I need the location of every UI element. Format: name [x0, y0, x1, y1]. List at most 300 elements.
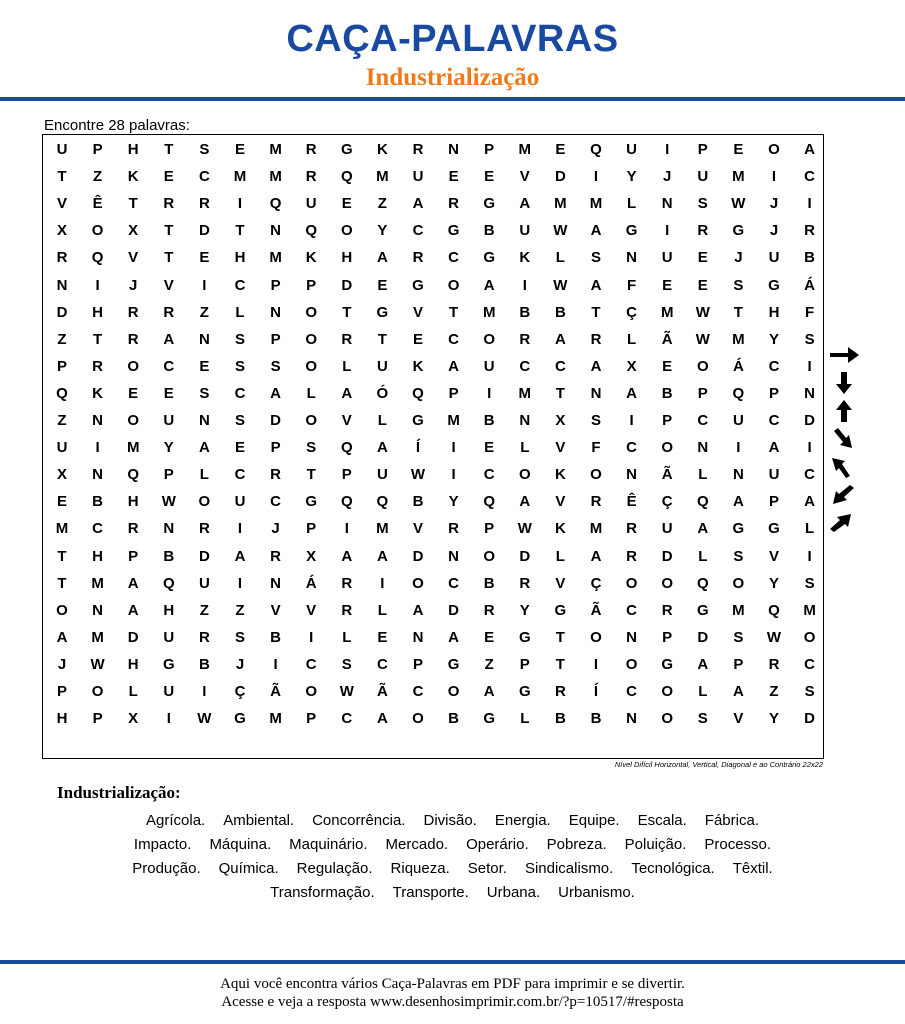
grid-cell[interactable]: O [518, 466, 531, 484]
grid-cell[interactable]: S [804, 574, 815, 592]
grid-cell[interactable]: O [412, 710, 424, 728]
grid-cell[interactable]: S [270, 357, 281, 375]
grid-cell[interactable]: M [269, 168, 282, 186]
grid-cell[interactable]: U [376, 466, 388, 484]
grid-cell[interactable]: P [697, 384, 708, 402]
grid-cell[interactable]: N [590, 384, 602, 402]
grid-cell[interactable]: D [448, 601, 460, 619]
grid-cell[interactable]: R [661, 601, 673, 619]
grid-cell[interactable]: I [451, 466, 456, 484]
grid-cell[interactable]: C [92, 520, 104, 538]
grid-cell[interactable]: S [590, 249, 601, 267]
grid-cell[interactable]: L [627, 195, 637, 213]
grid-cell[interactable]: P [306, 276, 317, 294]
grid-cell[interactable]: R [198, 195, 210, 213]
grid-cell[interactable]: C [234, 384, 246, 402]
grid-cell[interactable]: H [127, 655, 139, 673]
grid-cell[interactable]: T [591, 303, 601, 321]
grid-cell[interactable]: P [768, 493, 779, 511]
grid-cell[interactable]: D [412, 547, 424, 565]
grid-cell[interactable]: J [235, 655, 245, 673]
grid-cell[interactable]: R [163, 195, 175, 213]
grid-cell[interactable]: A [448, 628, 460, 646]
grid-cell[interactable]: P [163, 466, 174, 484]
grid-cell[interactable]: C [519, 357, 531, 375]
grid-cell[interactable]: O [305, 412, 318, 429]
grid-cell[interactable]: C [768, 357, 780, 375]
grid-cell[interactable]: I [593, 655, 599, 673]
grid-cell[interactable]: N [626, 710, 638, 728]
grid-cell[interactable]: L [199, 466, 209, 484]
grid-cell[interactable]: T [377, 330, 387, 348]
grid-cell[interactable]: K [554, 520, 566, 538]
grid-cell[interactable]: B [804, 249, 816, 267]
grid-cell[interactable]: P [56, 357, 67, 375]
grid-cell[interactable]: V [555, 574, 566, 592]
grid-cell[interactable]: E [448, 168, 459, 186]
grid-cell[interactable]: Q [376, 493, 389, 511]
grid-cell[interactable]: P [92, 141, 103, 158]
grid-cell[interactable]: G [376, 303, 389, 321]
grid-cell[interactable]: S [697, 195, 708, 213]
grid-cell[interactable]: C [697, 412, 709, 429]
grid-cell[interactable]: O [625, 574, 638, 592]
grid-cell[interactable]: M [91, 574, 104, 592]
grid-cell[interactable]: U [661, 249, 673, 267]
grid-cell[interactable]: W [766, 628, 782, 646]
grid-cell[interactable]: Ó [376, 384, 389, 402]
grid-cell[interactable]: O [412, 574, 424, 592]
grid-cell[interactable]: F [627, 276, 637, 294]
grid-cell[interactable]: Y [163, 439, 174, 457]
grid-cell[interactable]: E [555, 141, 566, 158]
grid-cell[interactable]: V [768, 547, 779, 565]
grid-cell[interactable]: V [519, 168, 530, 186]
grid-cell[interactable]: T [164, 222, 174, 240]
grid-cell[interactable]: E [697, 276, 708, 294]
grid-cell[interactable]: R [305, 141, 317, 158]
grid-cell[interactable]: C [554, 357, 566, 375]
grid-cell[interactable]: M [482, 303, 496, 321]
grid-cell[interactable]: I [344, 520, 349, 538]
grid-cell[interactable]: I [237, 520, 243, 538]
grid-cell[interactable]: C [305, 655, 317, 673]
grid-cell[interactable]: N [56, 276, 68, 294]
grid-cell[interactable]: G [625, 222, 638, 240]
grid-cell[interactable]: H [768, 303, 780, 321]
grid-cell[interactable]: G [696, 601, 709, 619]
grid-cell[interactable]: C [198, 168, 210, 186]
grid-cell[interactable]: U [163, 412, 175, 429]
grid-cell[interactable]: K [92, 384, 104, 402]
grid-cell[interactable]: E [163, 384, 174, 402]
grid-cell[interactable]: Q [768, 601, 780, 619]
grid-cell[interactable]: Ê [92, 195, 103, 213]
grid-cell[interactable]: C [626, 439, 638, 457]
grid-cell[interactable]: P [484, 141, 495, 158]
grid-cell[interactable]: O [768, 141, 780, 158]
grid-cell[interactable]: G [412, 412, 424, 429]
grid-cell[interactable]: I [522, 276, 527, 294]
grid-cell[interactable]: C [412, 222, 424, 240]
grid-cell[interactable]: C [626, 601, 638, 619]
grid-cell[interactable]: G [412, 276, 424, 294]
grid-cell[interactable]: N [626, 628, 638, 646]
grid-cell[interactable]: S [733, 628, 744, 646]
grid-cell[interactable]: L [627, 330, 637, 348]
grid-cell[interactable]: Á [305, 574, 317, 592]
grid-cell[interactable]: L [698, 683, 708, 700]
grid-cell[interactable]: B [92, 493, 104, 511]
grid-cell[interactable]: O [91, 222, 104, 240]
grid-cell[interactable]: C [804, 168, 816, 186]
grid-cell[interactable]: A [590, 222, 602, 240]
grid-cell[interactable]: U [697, 168, 709, 186]
grid-cell[interactable]: E [662, 276, 673, 294]
grid-cell[interactable]: A [198, 439, 210, 457]
grid-cell[interactable]: R [697, 222, 709, 240]
grid-cell[interactable]: C [234, 276, 246, 294]
grid-cell[interactable]: T [93, 330, 103, 348]
grid-cell[interactable]: O [305, 303, 318, 321]
grid-cell[interactable]: Z [484, 655, 494, 673]
grid-cell[interactable]: H [127, 141, 139, 158]
grid-cell[interactable]: O [340, 222, 353, 240]
grid-cell[interactable]: G [768, 276, 780, 294]
grid-cell[interactable]: Z [377, 195, 387, 213]
grid-cell[interactable]: W [553, 222, 568, 240]
grid-cell[interactable]: G [447, 655, 460, 673]
grid-cell[interactable]: R [768, 655, 780, 673]
grid-cell[interactable]: C [448, 330, 460, 348]
grid-cell[interactable]: P [733, 655, 744, 673]
grid-cell[interactable]: K [519, 249, 531, 267]
grid-cell[interactable]: L [342, 357, 352, 375]
grid-cell[interactable]: P [306, 520, 317, 538]
grid-cell[interactable]: V [56, 195, 67, 213]
grid-cell[interactable]: U [305, 195, 317, 213]
grid-cell[interactable]: W [553, 276, 568, 294]
grid-cell[interactable]: O [305, 357, 318, 375]
grid-cell[interactable]: J [57, 655, 67, 673]
grid-cell[interactable]: N [519, 412, 531, 429]
grid-cell[interactable]: P [412, 655, 423, 673]
grid-cell[interactable]: X [555, 412, 566, 429]
grid-cell[interactable]: W [161, 493, 176, 511]
grid-cell[interactable]: L [520, 710, 530, 728]
grid-cell[interactable]: D [127, 628, 139, 646]
grid-cell[interactable]: D [341, 276, 353, 294]
grid-cell[interactable]: M [518, 141, 532, 158]
grid-cell[interactable]: G [661, 655, 674, 673]
grid-cell[interactable]: Ç [234, 683, 246, 700]
grid-cell[interactable]: B [590, 710, 602, 728]
grid-cell[interactable]: P [92, 710, 103, 728]
grid-cell[interactable]: T [342, 303, 352, 321]
grid-cell[interactable]: E [377, 628, 388, 646]
grid-cell[interactable]: S [804, 330, 815, 348]
grid-cell[interactable]: N [270, 303, 282, 321]
grid-cell[interactable]: P [306, 710, 317, 728]
grid-cell[interactable]: G [305, 493, 318, 511]
grid-cell[interactable]: T [306, 466, 316, 484]
grid-cell[interactable]: O [305, 683, 318, 700]
grid-cell[interactable]: C [341, 710, 353, 728]
grid-cell[interactable]: B [554, 710, 566, 728]
grid-cell[interactable]: E [234, 439, 245, 457]
grid-cell[interactable]: Í [593, 683, 599, 700]
grid-cell[interactable]: A [732, 493, 744, 511]
grid-cell[interactable]: L [698, 547, 708, 565]
grid-cell[interactable]: U [519, 222, 531, 240]
grid-cell[interactable]: C [234, 466, 246, 484]
grid-cell[interactable]: O [127, 412, 140, 429]
grid-cell[interactable]: M [589, 195, 603, 213]
grid-cell[interactable]: Y [448, 493, 459, 511]
grid-cell[interactable]: M [91, 628, 104, 646]
grid-cell[interactable]: L [805, 520, 815, 538]
grid-cell[interactable]: N [92, 466, 104, 484]
grid-cell[interactable]: E [199, 357, 210, 375]
grid-cell[interactable]: C [804, 466, 816, 484]
grid-cell[interactable]: O [661, 710, 674, 728]
grid-cell[interactable]: X [306, 547, 317, 565]
grid-cell[interactable]: N [92, 601, 104, 619]
grid-cell[interactable]: C [412, 683, 424, 700]
grid-cell[interactable]: T [57, 574, 67, 592]
grid-cell[interactable]: G [483, 710, 496, 728]
grid-cell[interactable]: G [518, 683, 531, 700]
grid-cell[interactable]: B [163, 547, 175, 565]
grid-cell[interactable]: D [697, 628, 709, 646]
grid-cell[interactable]: M [233, 168, 247, 186]
grid-cell[interactable]: C [448, 249, 460, 267]
grid-cell[interactable]: M [732, 168, 745, 186]
grid-cell[interactable]: W [197, 710, 212, 728]
grid-cell[interactable]: A [590, 547, 602, 565]
grid-cell[interactable]: B [519, 303, 531, 321]
grid-cell[interactable]: R [198, 628, 210, 646]
grid-cell[interactable]: M [518, 384, 532, 402]
grid-cell[interactable]: Á [804, 276, 816, 294]
grid-cell[interactable]: A [519, 493, 531, 511]
grid-cell[interactable]: H [56, 710, 68, 728]
grid-cell[interactable]: V [128, 249, 139, 267]
grid-cell[interactable]: R [127, 330, 139, 348]
grid-cell[interactable]: T [164, 249, 174, 267]
grid-cell[interactable]: V [733, 710, 744, 728]
grid-cell[interactable]: Q [696, 574, 709, 592]
grid-cell[interactable]: L [306, 384, 316, 402]
grid-cell[interactable]: U [163, 683, 175, 700]
grid-cell[interactable]: W [517, 520, 532, 538]
grid-cell[interactable]: N [697, 439, 709, 457]
grid-cell[interactable]: P [128, 547, 139, 565]
grid-cell[interactable]: F [805, 303, 815, 321]
grid-cell[interactable]: O [447, 276, 460, 294]
grid-cell[interactable]: A [341, 384, 353, 402]
grid-cell[interactable]: Z [199, 303, 209, 321]
grid-cell[interactable]: A [448, 357, 460, 375]
grid-cell[interactable]: I [807, 547, 812, 565]
grid-cell[interactable]: N [163, 520, 175, 538]
grid-cell[interactable]: P [484, 520, 495, 538]
grid-cell[interactable]: M [554, 195, 567, 213]
grid-cell[interactable]: Ç [590, 574, 602, 592]
grid-cell[interactable]: N [448, 141, 460, 158]
grid-cell[interactable]: M [803, 601, 816, 619]
grid-cell[interactable]: Q [162, 574, 175, 592]
grid-cell[interactable]: Q [127, 466, 140, 484]
grid-cell[interactable]: J [769, 222, 779, 240]
grid-cell[interactable]: Z [199, 601, 209, 619]
grid-cell[interactable]: S [306, 439, 317, 457]
grid-cell[interactable]: R [626, 547, 638, 565]
grid-cell[interactable]: I [771, 168, 777, 186]
grid-cell[interactable]: U [732, 412, 744, 429]
grid-cell[interactable]: Q [340, 168, 353, 186]
grid-cell[interactable]: D [270, 412, 282, 429]
grid-cell[interactable]: N [92, 412, 104, 429]
grid-cell[interactable]: L [698, 466, 708, 484]
grid-cell[interactable]: Ã [661, 466, 673, 484]
grid-cell[interactable]: A [56, 628, 68, 646]
grid-cell[interactable]: B [198, 655, 210, 673]
grid-cell[interactable]: W [90, 655, 105, 673]
grid-cell[interactable]: R [305, 168, 317, 186]
grid-cell[interactable]: A [768, 439, 780, 457]
grid-cell[interactable]: A [376, 710, 388, 728]
grid-cell[interactable]: I [451, 439, 456, 457]
grid-cell[interactable]: L [377, 601, 387, 619]
grid-cell[interactable]: P [341, 466, 352, 484]
grid-cell[interactable]: R [92, 357, 104, 375]
grid-cell[interactable]: R [412, 249, 424, 267]
grid-cell[interactable]: A [270, 384, 282, 402]
grid-cell[interactable]: U [626, 141, 638, 158]
grid-cell[interactable]: E [163, 168, 174, 186]
grid-cell[interactable]: A [341, 547, 353, 565]
grid-cell[interactable]: O [447, 683, 460, 700]
grid-cell[interactable]: P [56, 683, 67, 700]
grid-cell[interactable]: Y [377, 222, 388, 240]
grid-cell[interactable]: W [695, 303, 710, 321]
grid-cell[interactable]: B [483, 412, 495, 429]
grid-cell[interactable]: T [164, 141, 174, 158]
grid-cell[interactable]: P [768, 384, 779, 402]
grid-cell[interactable]: I [736, 439, 741, 457]
grid-cell[interactable]: A [376, 547, 388, 565]
grid-cell[interactable]: V [341, 412, 352, 429]
grid-cell[interactable]: O [483, 330, 496, 348]
grid-cell[interactable]: X [56, 466, 67, 484]
grid-cell[interactable]: R [341, 330, 353, 348]
grid-cell[interactable]: E [341, 195, 352, 213]
grid-cell[interactable]: D [804, 710, 816, 728]
grid-cell[interactable]: I [237, 195, 243, 213]
grid-cell[interactable]: S [590, 412, 601, 429]
grid-cell[interactable]: P [697, 141, 708, 158]
grid-cell[interactable]: E [484, 628, 495, 646]
grid-cell[interactable]: O [625, 655, 638, 673]
grid-cell[interactable]: L [555, 547, 565, 565]
grid-cell[interactable]: S [804, 683, 815, 700]
grid-cell[interactable]: I [166, 710, 171, 728]
grid-cell[interactable]: O [732, 574, 745, 592]
grid-cell[interactable]: G [234, 710, 246, 728]
grid-cell[interactable]: A [412, 601, 424, 619]
grid-cell[interactable]: S [199, 384, 210, 402]
grid-cell[interactable]: A [519, 195, 531, 213]
grid-cell[interactable]: E [377, 276, 388, 294]
grid-cell[interactable]: B [412, 493, 424, 511]
grid-cell[interactable]: M [55, 520, 69, 538]
grid-cell[interactable]: L [520, 439, 530, 457]
grid-cell[interactable]: R [590, 330, 602, 348]
grid-cell[interactable]: A [697, 520, 709, 538]
grid-cell[interactable]: Z [93, 168, 103, 186]
grid-cell[interactable]: T [449, 303, 459, 321]
grid-cell[interactable]: Í [415, 439, 421, 457]
grid-cell[interactable]: U [376, 357, 388, 375]
grid-cell[interactable]: Y [519, 601, 530, 619]
grid-cell[interactable]: M [269, 141, 282, 158]
grid-cell[interactable]: U [483, 357, 495, 375]
grid-cell[interactable]: I [665, 222, 670, 240]
grid-cell[interactable]: M [376, 520, 389, 538]
grid-cell[interactable]: M [126, 439, 140, 457]
grid-cell[interactable]: J [734, 249, 743, 267]
grid-cell[interactable]: E [484, 168, 495, 186]
grid-cell[interactable]: R [127, 303, 139, 321]
grid-cell[interactable]: T [555, 384, 565, 402]
grid-cell[interactable]: O [661, 683, 674, 700]
grid-cell[interactable]: A [127, 574, 139, 592]
grid-cell[interactable]: A [626, 384, 638, 402]
grid-cell[interactable]: O [661, 439, 674, 457]
grid-cell[interactable]: F [591, 439, 601, 457]
grid-cell[interactable]: P [270, 439, 281, 457]
grid-cell[interactable]: Ã [376, 683, 388, 700]
grid-cell[interactable]: Ê [626, 493, 637, 511]
grid-cell[interactable]: U [234, 493, 246, 511]
grid-cell[interactable]: A [804, 141, 816, 158]
grid-cell[interactable]: W [731, 195, 746, 213]
grid-cell[interactable]: S [234, 357, 245, 375]
grid-cell[interactable]: A [554, 330, 566, 348]
grid-cell[interactable]: B [661, 384, 673, 402]
grid-cell[interactable]: P [270, 276, 281, 294]
grid-cell[interactable]: I [807, 195, 812, 213]
grid-cell[interactable]: O [696, 357, 709, 375]
grid-cell[interactable]: V [412, 303, 423, 321]
grid-cell[interactable]: N [412, 628, 424, 646]
grid-cell[interactable]: N [661, 195, 673, 213]
grid-cell[interactable]: N [804, 384, 816, 402]
grid-cell[interactable]: B [483, 222, 495, 240]
grid-cell[interactable]: Ã [590, 601, 602, 619]
grid-cell[interactable]: K [412, 357, 424, 375]
grid-cell[interactable]: A [804, 493, 816, 511]
grid-cell[interactable]: I [807, 357, 812, 375]
grid-cell[interactable]: L [235, 303, 245, 321]
grid-cell[interactable]: S [733, 276, 744, 294]
grid-cell[interactable]: R [804, 222, 816, 240]
grid-cell[interactable]: O [590, 466, 602, 484]
grid-cell[interactable]: Ç [661, 493, 673, 511]
grid-cell[interactable]: O [56, 601, 68, 619]
grid-cell[interactable]: C [483, 466, 495, 484]
